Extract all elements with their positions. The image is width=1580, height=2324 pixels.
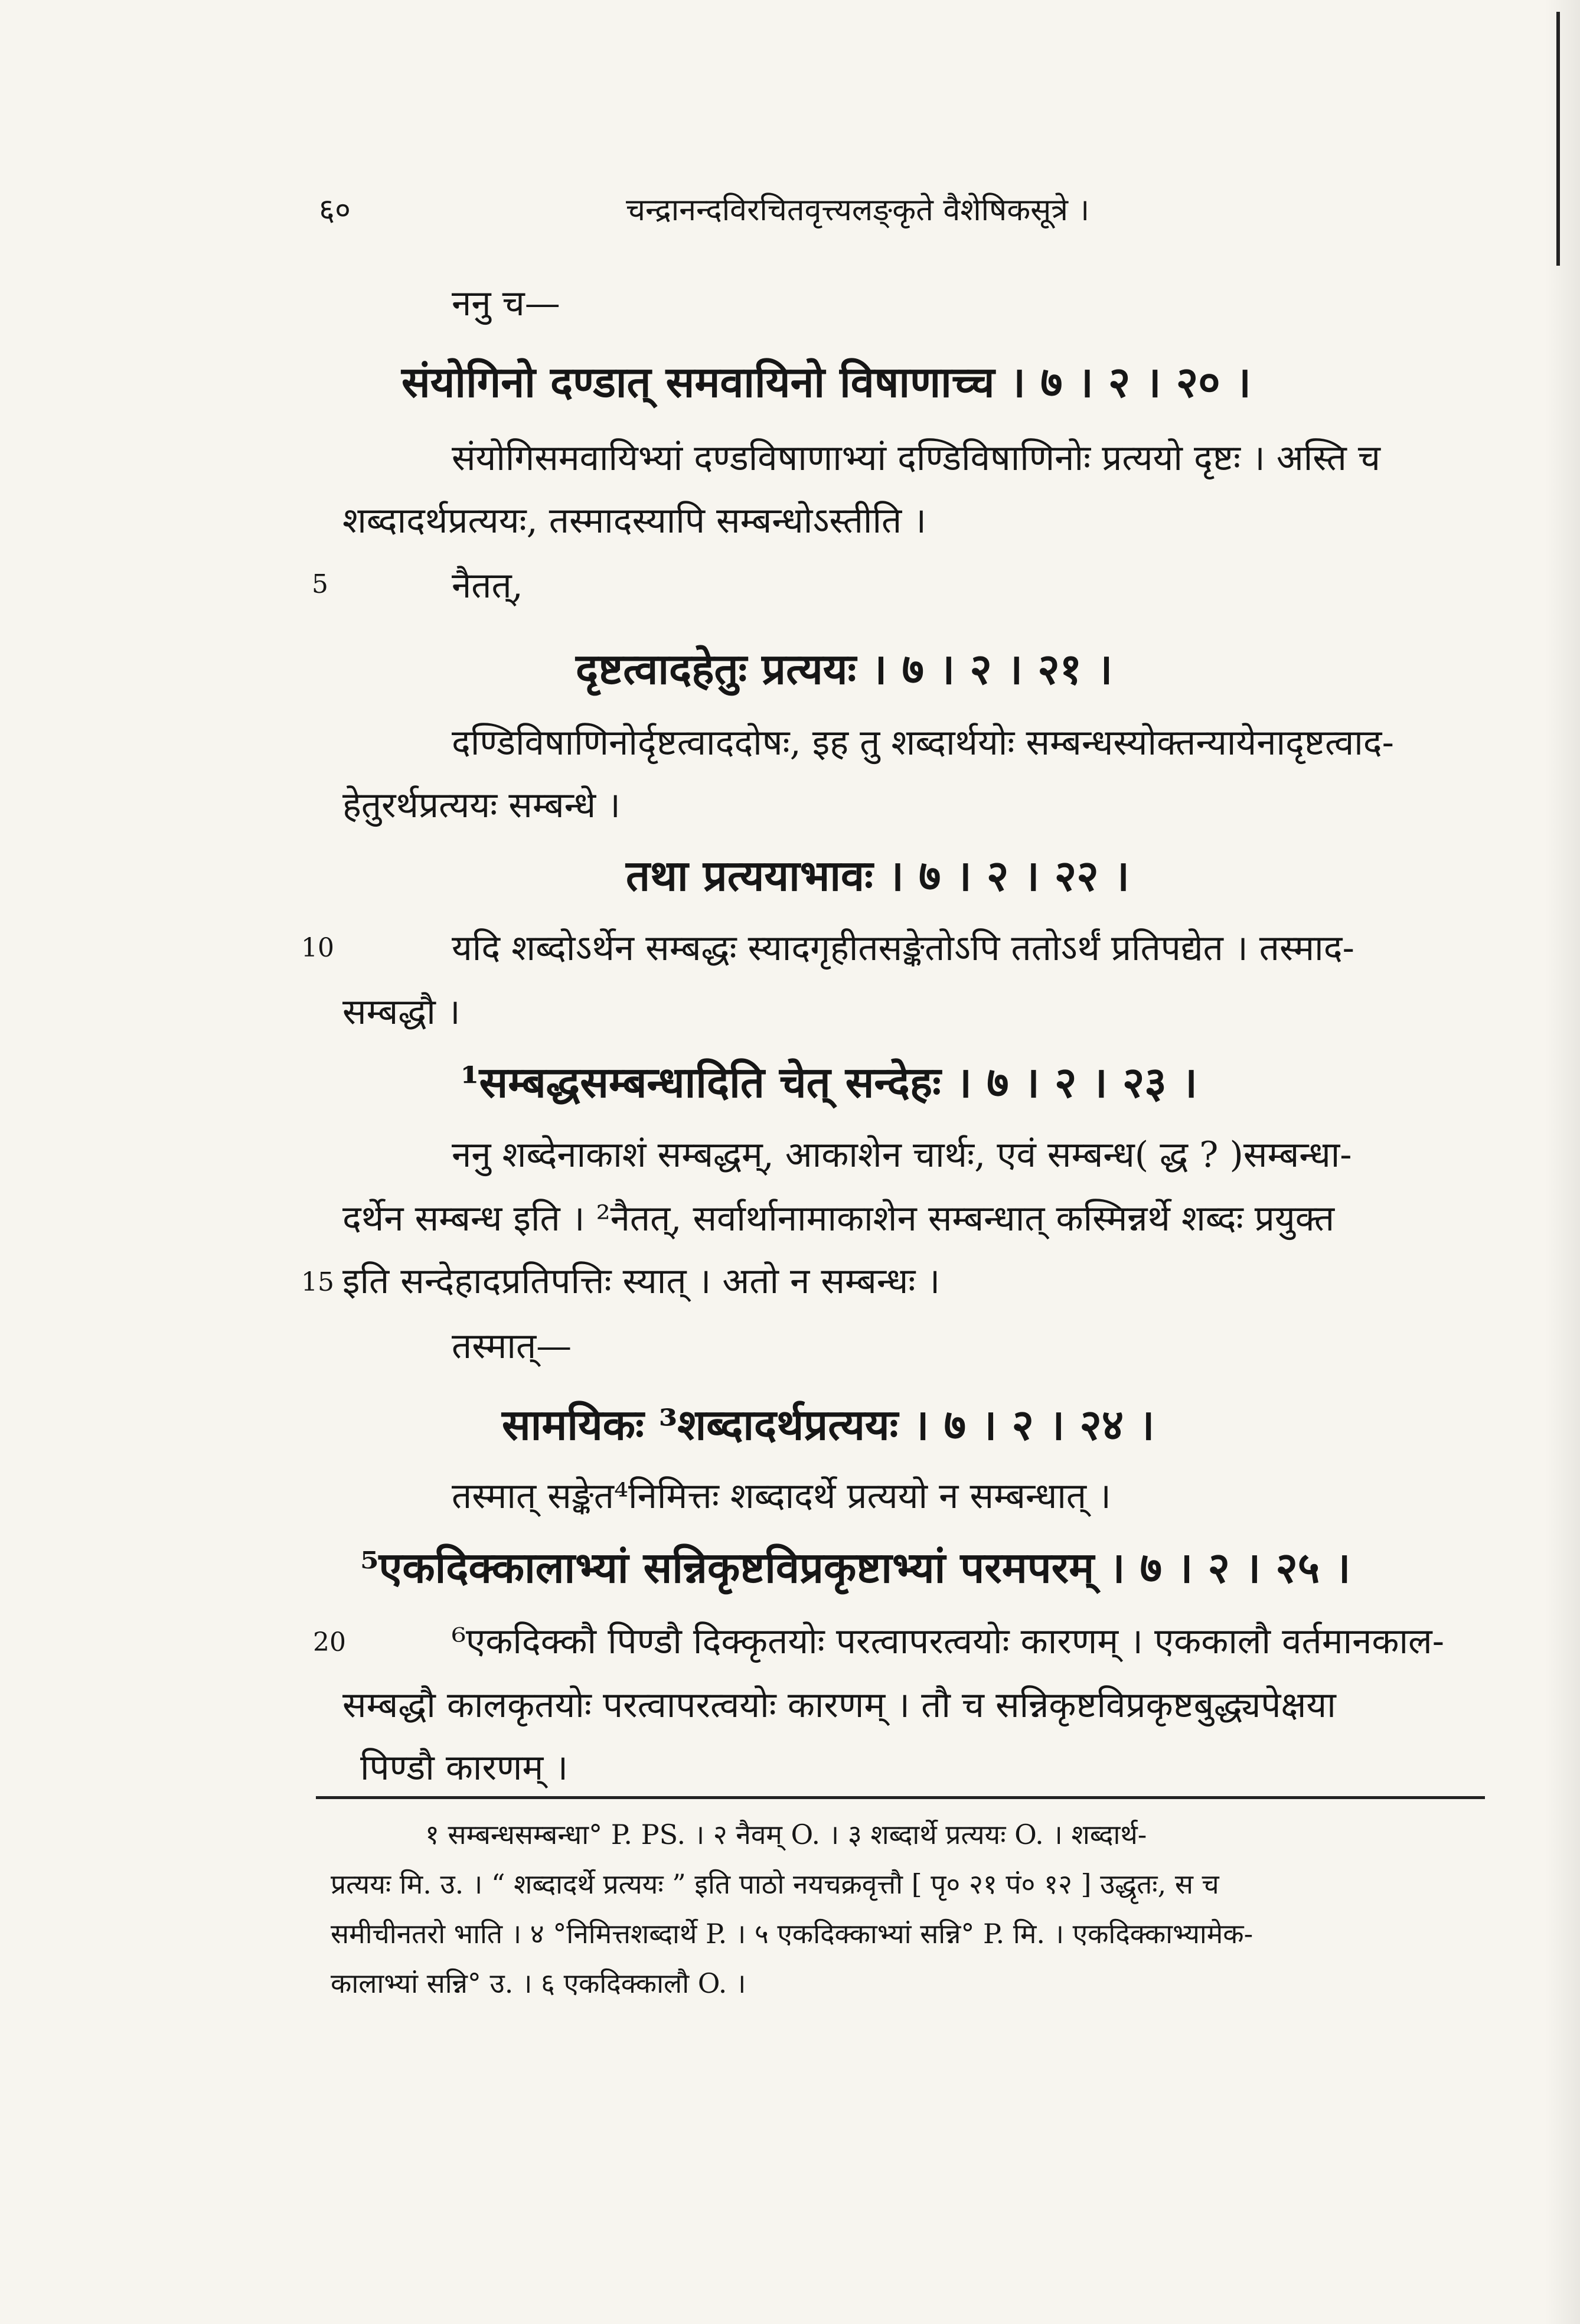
- body-line: हेतुरर्थप्रत्ययः सम्बन्धे ।: [342, 785, 621, 826]
- line-number: 5: [312, 569, 328, 599]
- line-number: 10: [301, 933, 334, 963]
- sutra-line: सामयिकः ³शब्दादर्थप्रत्ययः । ७ । २ । २४ ।: [502, 1399, 1155, 1450]
- footnote-rule: [316, 1796, 1485, 1799]
- body-line: सम्बद्धौ ।: [342, 991, 461, 1033]
- line-number: 15: [301, 1267, 334, 1297]
- sutra-line: तथा प्रत्ययाभावः । ७ । २ । २२ ।: [626, 850, 1129, 900]
- page-edge-shadow: [1545, 0, 1580, 2324]
- binding-edge-mark: [1556, 12, 1560, 266]
- footnote-line: कालाभ्यां सन्नि° उ. । ६ एकदिक्कालौ O. ।: [331, 1967, 746, 1999]
- body-line: दण्डिविषाणिनोर्दृष्टत्वाददोषः, इह तु शब्दार्थयोः सम्बन्धस्योक्तन्यायेनादृष्टत्वाद-: [452, 722, 1394, 763]
- body-line: संयोगिसमवायिभ्यां दण्डविषाणाभ्यां दण्डिविषाणिनोः प्रत्ययो दृष्टः । अस्ति च: [452, 438, 1380, 479]
- running-title: चन्द्रानन्दविरचितवृत्त्यलङ्कृते वैशेषिकसूत्रे ।: [626, 192, 1090, 228]
- body-line: दर्थेन सम्बन्ध इति । ²नैतत्, सर्वार्थानामाकाशेन सम्बन्धात् कस्मिन्नर्थे शब्दः प्रयुक्त: [342, 1198, 1335, 1239]
- body-line: ननु शब्देनाकाशं सम्बद्धम्, आकाशेन चार्थः, एवं सम्बन्ध( द्ध ? )सम्बन्धा-: [452, 1134, 1352, 1176]
- line-number: 20: [313, 1627, 346, 1657]
- body-line: शब्दादर्थप्रत्ययः, तस्मादस्यापि सम्बन्धोऽस्तीति ।: [342, 500, 927, 541]
- footnote-line: प्रत्ययः मि. उ. । “ शब्दादर्थे प्रत्ययः ” इति पाठो नयचक्रवृत्तौ [ पृ० २१ पं० १२ ] उद्धृतः, स च: [331, 1868, 1219, 1900]
- body-line: इति सन्देहादप्रतिपत्तिः स्यात् । अतो न सम्बन्धः ।: [342, 1261, 941, 1302]
- sutra-line: ¹सम्बद्धसम्बन्धादिति चेत् सन्देहः । ७ । २ । २३ ।: [461, 1057, 1198, 1107]
- sutra-line: ⁵एकदिक्कालाभ्यां सन्निकृष्टविप्रकृष्टाभ्यां परमपरम् । ७ । २ । २५ ।: [360, 1542, 1351, 1592]
- body-line: नैतत्,: [452, 565, 523, 606]
- body-line: तस्मात्—: [452, 1326, 572, 1367]
- sutra-line: संयोगिनो दण्डात् समवायिनो विषाणाच्च । ७ । २ । २० ।: [401, 357, 1252, 407]
- footnote-line: समीचीनतरो भाति । ४ °निमित्तशब्दार्थे P. । ५ एकदिक्काभ्यां सन्नि° P. मि. । एकदिक्काभ्यामेक-: [331, 1918, 1253, 1950]
- footnote-line: १ सम्बन्धसम्बन्धा° P. PS. । २ नैवम् O. । ३ शब्दार्थे प्रत्ययः O. । शब्दार्थ-: [425, 1819, 1147, 1850]
- body-line: यदि शब्दोऽर्थेन सम्बद्धः स्यादगृहीतसङ्केतोऽपि ततोऽर्थं प्रतिपद्येत । तस्माद-: [452, 928, 1354, 969]
- body-line: पिण्डौ कारणम् ।: [360, 1747, 569, 1788]
- page-header: [319, 188, 1464, 241]
- body-line: ⁶एकदिक्कौ पिण्डौ दिक्कृतयोः परत्वापरत्वयोः कारणम् । एककालौ वर्तमानकाल-: [452, 1621, 1445, 1662]
- sutra-line: दृष्टत्वादहेतुः प्रत्ययः । ७ । २ । २१ ।: [576, 644, 1113, 694]
- body-line: ननु च—: [452, 283, 560, 324]
- page-number: ६०: [319, 192, 351, 228]
- body-line: तस्मात् सङ्केत⁴निमित्तः शब्दादर्थे प्रत्ययो न सम्बन्धात् ।: [452, 1476, 1111, 1517]
- body-line: सम्बद्धौ कालकृतयोः परत्वापरत्वयोः कारणम् । तौ च सन्निकृष्टविप्रकृष्टबुद्ध्यपेक्षया: [342, 1685, 1336, 1726]
